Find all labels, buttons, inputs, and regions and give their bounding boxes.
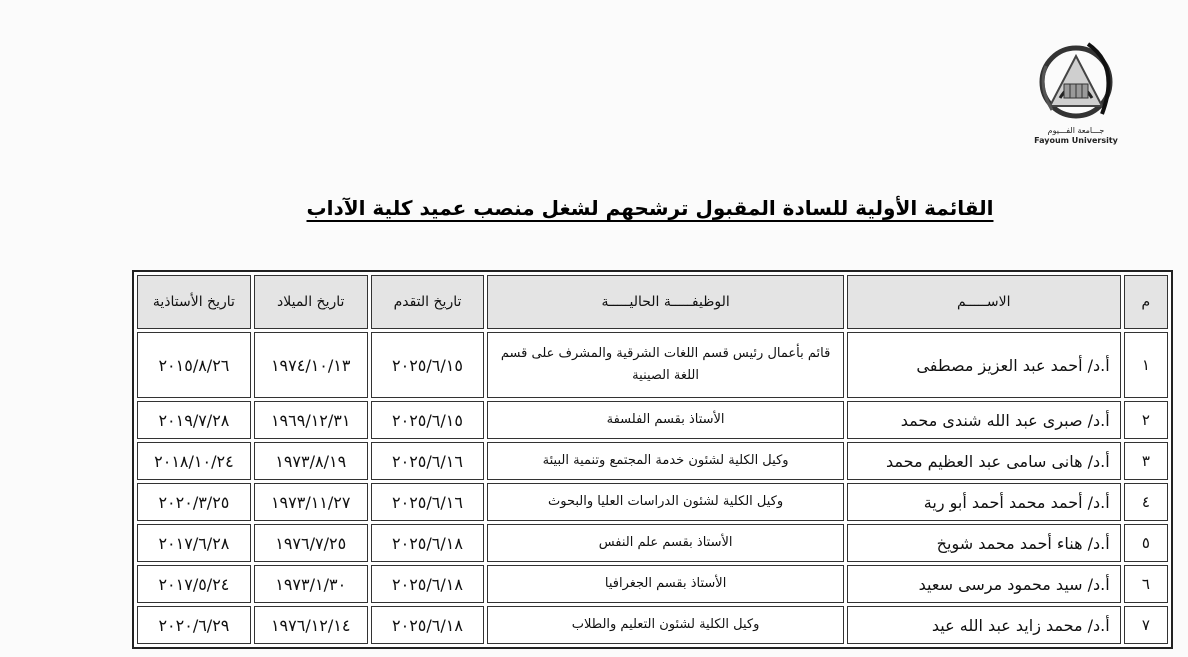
cell-name: أ.د/ هناء أحمد محمد شويخ [847,524,1121,562]
cell-job: قائم بأعمال رئيس قسم اللغات الشرقية والمشرف على قسم اللغة الصينية [487,332,843,398]
cell-professorship-date: ٢٠٢٠/٦/٢٩ [137,606,251,644]
header-name: الاســـــم [847,275,1121,329]
cell-professorship-date: ٢٠١٨/١٠/٢٤ [137,442,251,480]
table-row [137,332,1168,398]
cell-name: أ.د/ صبرى عبد الله شندى محمد [847,401,1121,439]
cell-job: الأستاذ بقسم علم النفس [487,524,843,562]
cell-applied-date: ٢٠٢٥/٦/١٨ [371,606,485,644]
cell-num: ٥ [1124,524,1168,562]
cell-num: ٦ [1124,565,1168,603]
cell-birth-date: ١٩٧٣/١/٣٠ [254,565,368,603]
table-row [137,565,1168,603]
cell-job: وكيل الكلية لشئون التعليم والطلاب [487,606,843,644]
cell-job: وكيل الكلية لشئون خدمة المجتمع وتنمية البيئة [487,442,843,480]
candidates-table-frame [132,270,1173,649]
logo-arabic-text: جـــامعة الفـــيوم [1047,126,1105,135]
candidates-table [134,272,1171,647]
cell-applied-date: ٢٠٢٥/٦/١٨ [371,524,485,562]
table-row [137,442,1168,480]
header-job: الوظيفـــــة الحاليـــــة [487,275,843,329]
cell-professorship-date: ٢٠٢٠/٣/٢٥ [137,483,251,521]
header-applied-date: تاريخ التقدم [371,275,485,329]
table-header-row [137,275,1168,329]
header-num: م [1124,275,1168,329]
cell-name: أ.د/ سيد محمود مرسى سعيد [847,565,1121,603]
cell-professorship-date: ٢٠١٧/٥/٢٤ [137,565,251,603]
page-title-text: القائمة الأولية للسادة المقبول ترشحهم لشغل منصب عميد كلية الآداب [306,196,994,220]
cell-applied-date: ٢٠٢٥/٦/١٦ [371,442,485,480]
cell-job: الأستاذ بقسم الفلسفة [487,401,843,439]
cell-applied-date: ٢٠٢٥/٦/١٦ [371,483,485,521]
cell-num: ٤ [1124,483,1168,521]
header-professorship-date: تاريخ الأستاذية [137,275,251,329]
cell-job: الأستاذ بقسم الجغرافيا [487,565,843,603]
logo-emblem-icon [1030,36,1122,128]
header-birth-date: تاريخ الميلاد [254,275,368,329]
cell-birth-date: ١٩٧٤/١٠/١٣ [254,332,368,398]
cell-name: أ.د/ أحمد عبد العزيز مصطفى [847,332,1121,398]
cell-name: أ.د/ هانى سامى عبد العظيم محمد [847,442,1121,480]
logo-english-text: Fayoum University [1034,136,1118,145]
page-title [300,196,1000,220]
cell-job: وكيل الكلية لشئون الدراسات العليا والبحوث [487,483,843,521]
table-row [137,524,1168,562]
cell-num: ٧ [1124,606,1168,644]
cell-birth-date: ١٩٧٣/٨/١٩ [254,442,368,480]
cell-professorship-date: ٢٠١٩/٧/٢٨ [137,401,251,439]
cell-num: ٢ [1124,401,1168,439]
cell-name: أ.د/ محمد زايد عبد الله عيد [847,606,1121,644]
cell-birth-date: ١٩٧٦/١٢/١٤ [254,606,368,644]
cell-birth-date: ١٩٧٦/٧/٢٥ [254,524,368,562]
table-row [137,483,1168,521]
cell-professorship-date: ٢٠١٧/٦/٢٨ [137,524,251,562]
cell-num: ١ [1124,332,1168,398]
table-row [137,401,1168,439]
cell-num: ٣ [1124,442,1168,480]
cell-applied-date: ٢٠٢٥/٦/١٨ [371,565,485,603]
cell-professorship-date: ٢٠١٥/٨/٢٦ [137,332,251,398]
university-logo [1030,36,1122,146]
cell-birth-date: ١٩٦٩/١٢/٣١ [254,401,368,439]
cell-name: أ.د/ أحمد محمد أحمد أبو رية [847,483,1121,521]
cell-applied-date: ٢٠٢٥/٦/١٥ [371,401,485,439]
table-row [137,606,1168,644]
cell-applied-date: ٢٠٢٥/٦/١٥ [371,332,485,398]
cell-birth-date: ١٩٧٣/١١/٢٧ [254,483,368,521]
